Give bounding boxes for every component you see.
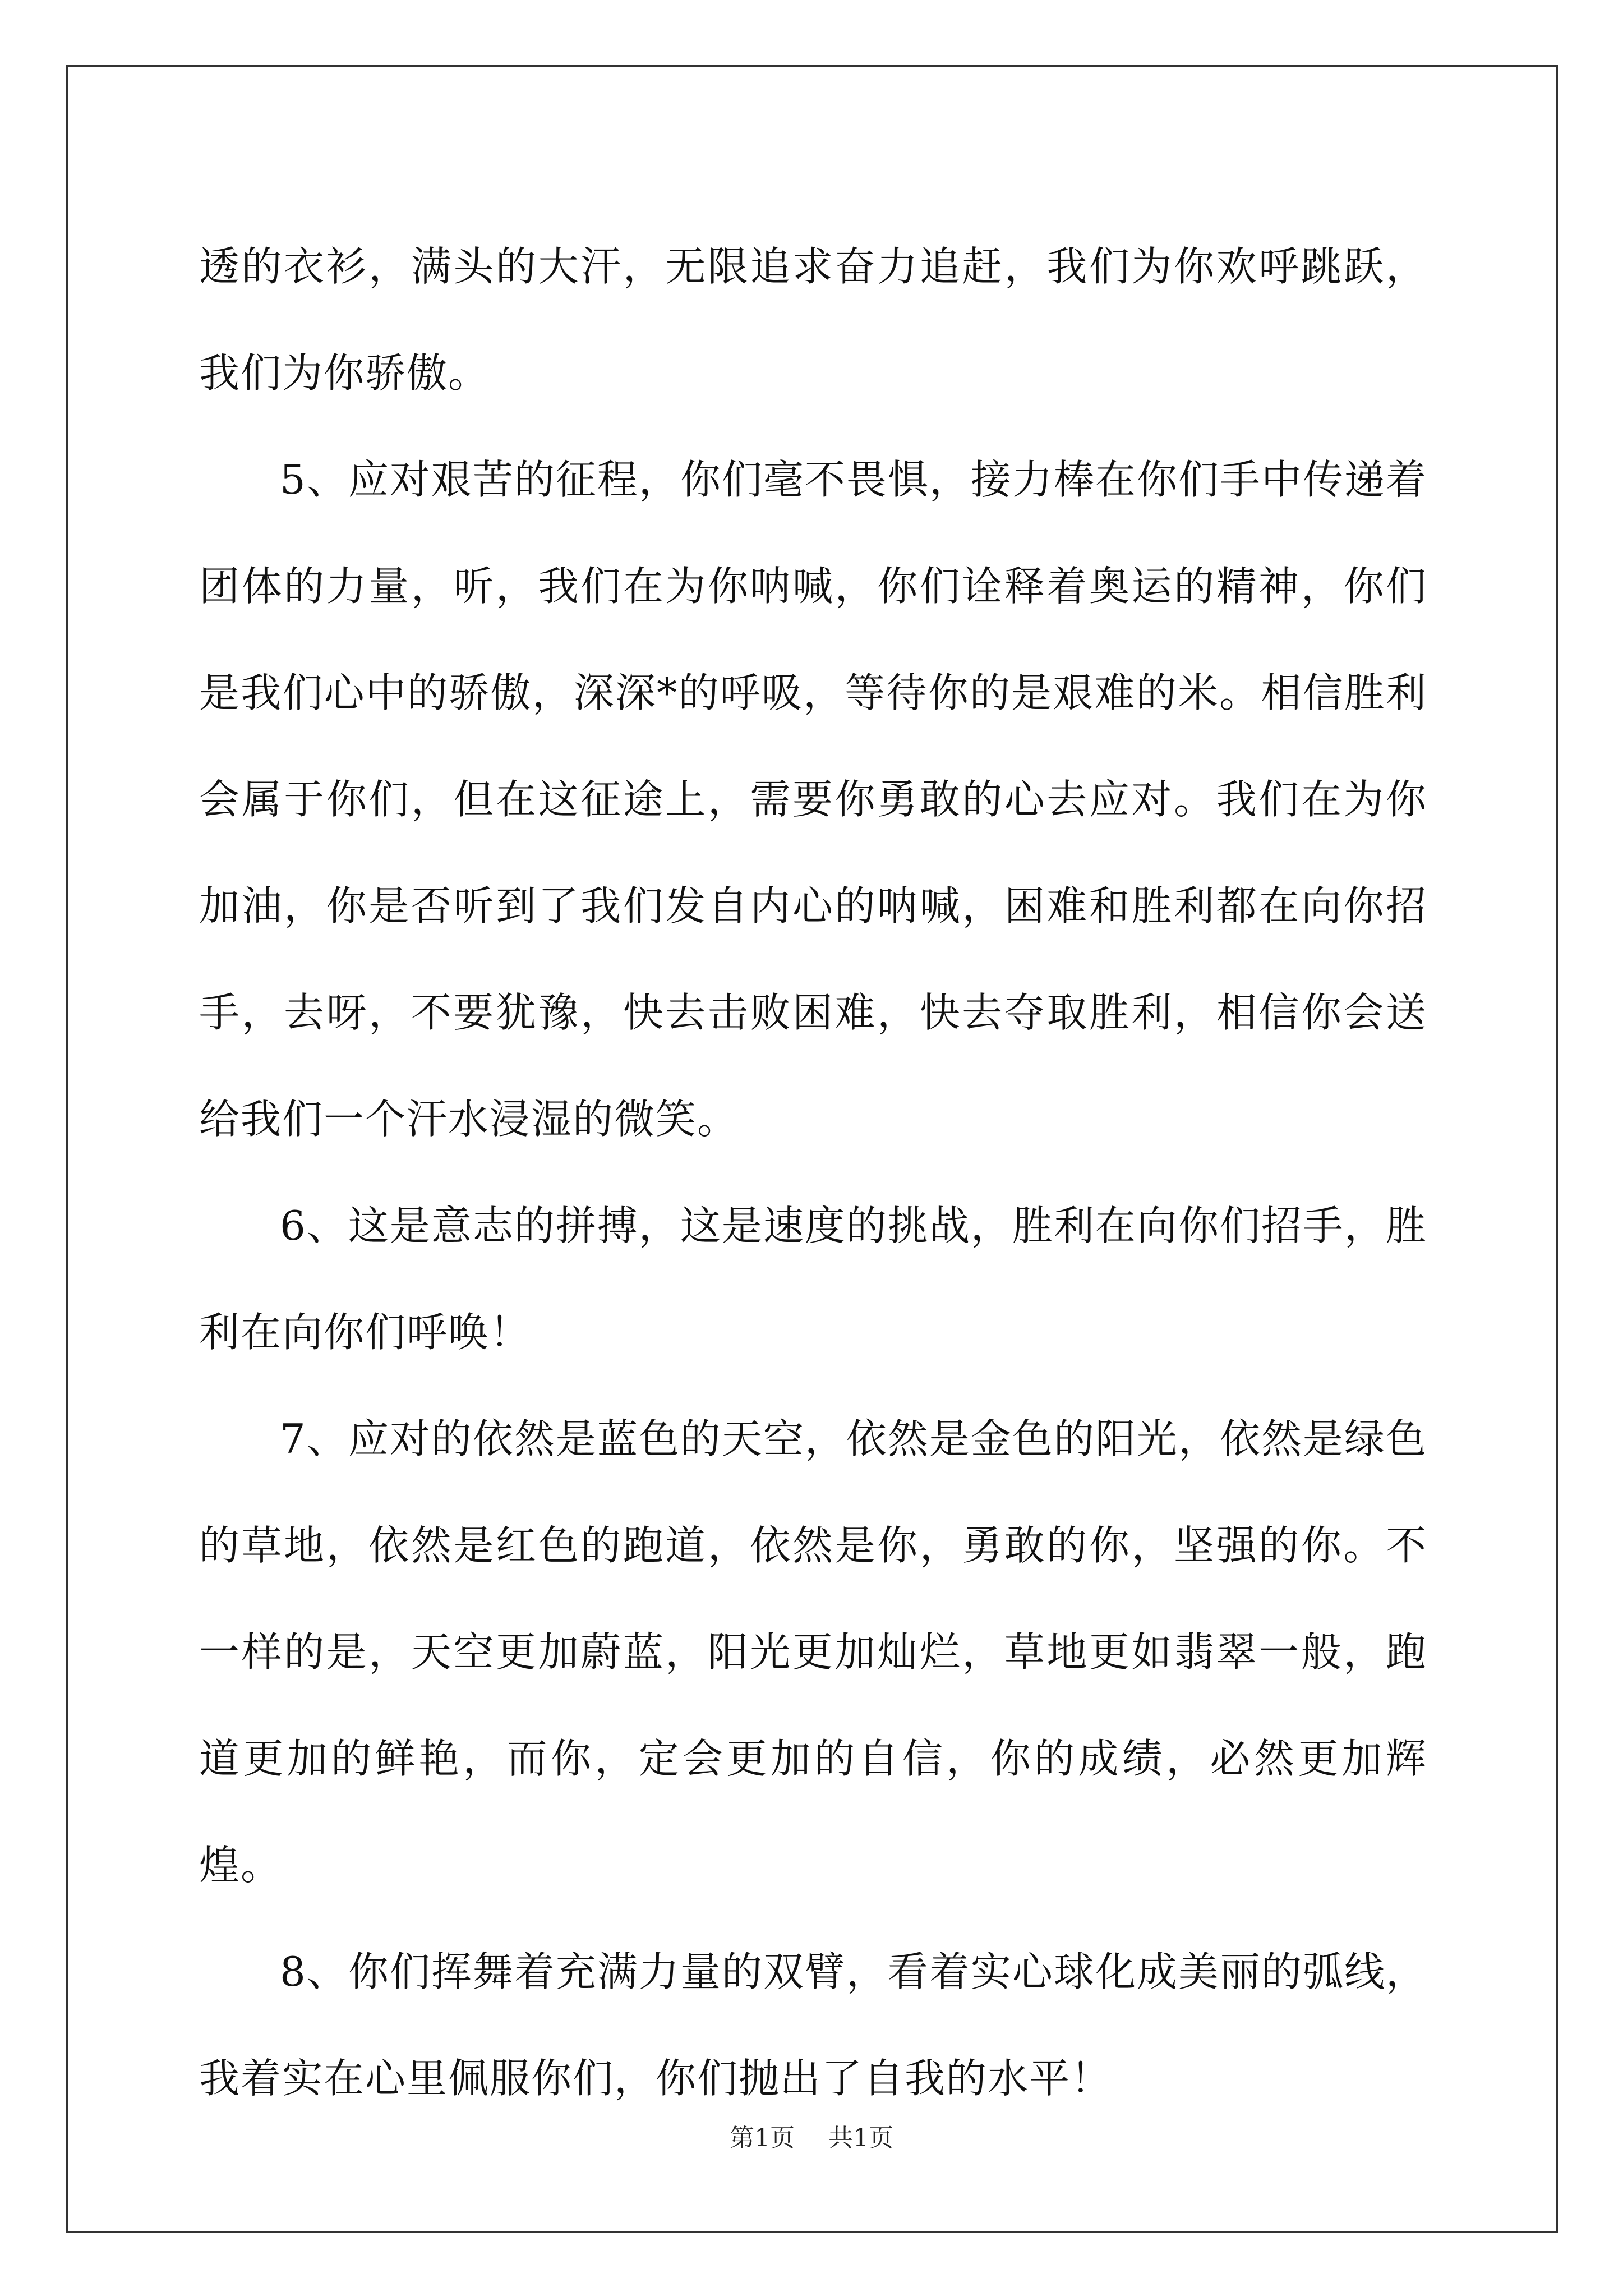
paragraph-8: 8、你们挥舞着充满力量的双臂，看着实心球化成美丽的弧线，我着实在心里佩服你们，你们抛出了自我的水平！ xyxy=(199,1948,1427,2102)
paragraph-5: 5、应对艰苦的征程，你们毫不畏惧，接力棒在你们手中传递着团体的力量，听，我们在为你呐喊，你们诠释着奥运的精神，你们是我们心中的骄傲，深深*的呼吸，等待你的是艰难的米。相信胜利会属于你们，但在这征途上，需要你勇敢的心去应对。我们在为你加油，你是否听到了我们发自内心的呐喊，困难和胜利都在向你招手，去呀，不要犹豫，快去击败困难，快去夺取胜利，相信你会送给我们一个汗水浸湿的微笑。 xyxy=(199,456,1427,1143)
paragraph-continuation: 透的衣衫，满头的大汗，无限追求奋力追赶，我们为你欢呼跳跃，我们为你骄傲。 xyxy=(199,243,1427,397)
document-body xyxy=(199,213,1427,2132)
page-number-total: 共1页 xyxy=(828,2124,893,2152)
paragraph-7: 7、应对的依然是蓝色的天空，依然是金色的阳光，依然是绿色的草地，依然是红色的跑道，依然是你，勇敢的你，坚强的你。不一样的是，天空更加蔚蓝，阳光更加灿烂，草地更如翡翠一般，跑道更加的鲜艳，而你，定会更加的自信，你的成绩，必然更加辉煌。 xyxy=(199,1415,1427,1889)
paragraph-6: 6、这是意志的拼搏，这是速度的挑战，胜利在向你们招手，胜利在向你们呼唤！ xyxy=(199,1202,1427,1356)
page-number-current: 第1页 xyxy=(730,2124,795,2152)
page-footer xyxy=(0,2118,1623,2154)
